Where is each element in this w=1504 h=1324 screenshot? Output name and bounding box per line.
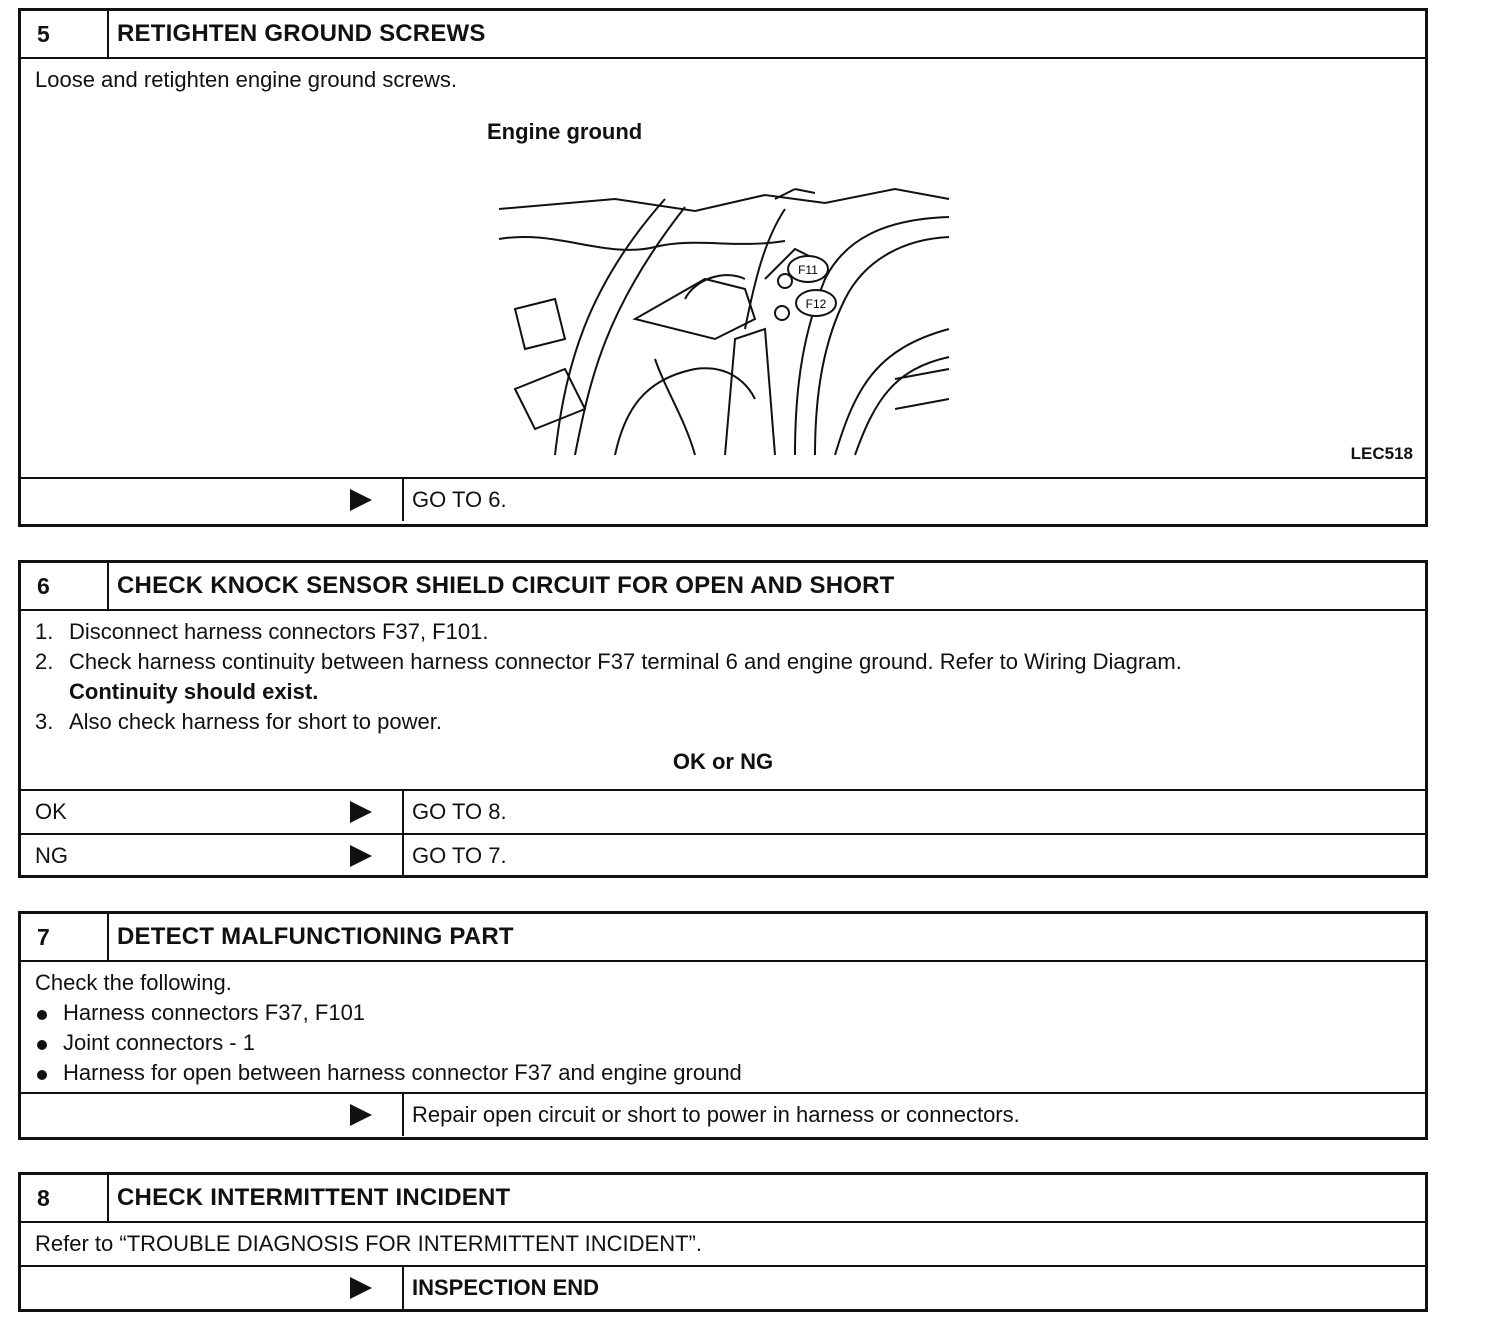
step-body: [21, 960, 1425, 1092]
result-text: Repair open circuit or short to power in harness or connectors.: [412, 1102, 1020, 1127]
ok-ng-question: OK or NG: [672, 749, 774, 774]
step-5: [18, 8, 1428, 527]
navigation-left: [21, 479, 404, 521]
list-item: Harness connectors F37, F101: [35, 998, 1411, 1028]
step-header: [21, 11, 1425, 57]
step-8: [18, 1172, 1428, 1312]
instruction-text: Refer to “TROUBLE DIAGNOSIS FOR INTERMITTENT INCIDENT”.: [35, 1231, 702, 1256]
continuity-note: Continuity should exist.: [69, 679, 319, 704]
step-header: [21, 1175, 1425, 1221]
engine-ground-illustration: [495, 129, 955, 459]
list-item: Harness for open between harness connector F37 and engine ground: [35, 1058, 1411, 1088]
step-number: 8: [21, 1175, 109, 1221]
step-navigation: [21, 1092, 1425, 1136]
list-item: 2. Check harness continuity between harness connector F37 terminal 6 and engine ground. Refer to Wiring Diagram.: [35, 649, 1182, 674]
step-7: [18, 911, 1428, 1140]
step-body: [21, 57, 1425, 477]
goto-link[interactable]: GO TO 7.: [412, 843, 507, 868]
step-navigation: [21, 1265, 1425, 1309]
step-number: 7: [21, 914, 109, 960]
step-number: 6: [21, 563, 109, 609]
step-header: [21, 914, 1425, 960]
goto-link[interactable]: GO TO 8.: [412, 799, 507, 824]
step-title: CHECK KNOCK SENSOR SHIELD CIRCUIT FOR OPEN AND SHORT: [117, 572, 895, 599]
callout-f12: F12: [805, 297, 827, 311]
step-body: [21, 609, 1425, 789]
arrow-right-icon: [350, 845, 372, 867]
outcome-label: NG: [21, 835, 404, 877]
navigation-left: [21, 1094, 404, 1136]
arrow-right-icon: [350, 1277, 372, 1299]
result-text: INSPECTION END: [412, 1275, 600, 1300]
goto-link[interactable]: GO TO 6.: [412, 487, 507, 512]
intro-text: Check the following.: [35, 970, 232, 995]
step-header: [21, 563, 1425, 609]
step-title: CHECK INTERMITTENT INCIDENT: [117, 1184, 511, 1211]
step-number: 5: [21, 11, 109, 57]
arrow-right-icon: [350, 489, 372, 511]
navigation-left: [21, 1267, 404, 1309]
list-item: 1. Disconnect harness connectors F37, F101.: [35, 619, 489, 644]
instruction-list: [35, 617, 1411, 737]
list-item: 3. Also check harness for short to power.: [35, 709, 442, 734]
check-list: [35, 998, 1411, 1088]
step-navigation: [21, 477, 1425, 521]
list-item: Joint connectors - 1: [35, 1028, 1411, 1058]
arrow-right-icon: [350, 1104, 372, 1126]
outcome-ok: [21, 789, 1425, 833]
step-6: [18, 560, 1428, 878]
step-body: [21, 1221, 1425, 1265]
instruction-text: Loose and retighten engine ground screws.: [35, 67, 457, 92]
callout-f11: F11: [798, 263, 818, 277]
outcome-label: OK: [21, 791, 404, 833]
figure-label: Engine ground: [487, 119, 643, 144]
figure-code: LEC518: [1350, 444, 1413, 463]
arrow-right-icon: [350, 801, 372, 823]
outcome-ng: [21, 833, 1425, 877]
step-title: RETIGHTEN GROUND SCREWS: [117, 20, 486, 47]
step-title: DETECT MALFUNCTIONING PART: [117, 923, 514, 950]
